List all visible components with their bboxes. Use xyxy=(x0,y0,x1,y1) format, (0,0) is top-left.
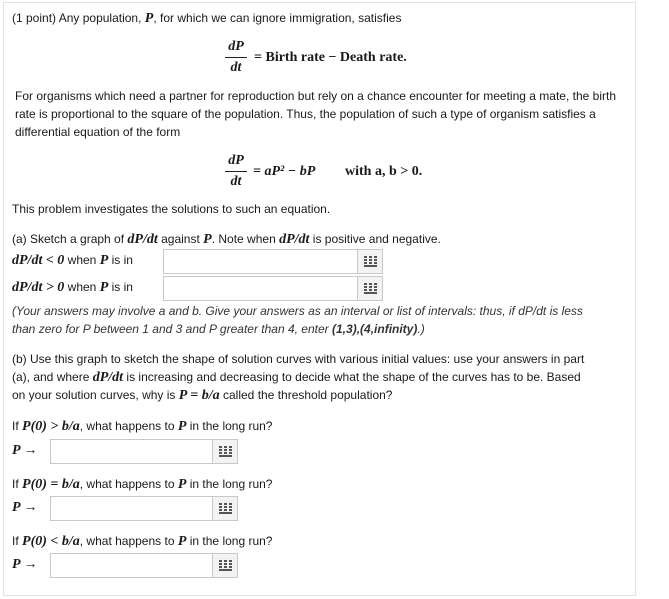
part-b-expr-threshold: P = b/a xyxy=(178,388,220,403)
part-b-line-3 xyxy=(12,388,392,404)
q1-expr: dP/dt < 0 xyxy=(12,253,65,268)
question-greater-label xyxy=(12,419,272,435)
q1-when: when xyxy=(67,253,97,267)
q-var: P xyxy=(177,534,187,549)
q-prefix: If xyxy=(12,477,19,491)
eq2-fraction xyxy=(225,153,247,190)
keypad-button-a-positive[interactable] xyxy=(357,276,383,301)
q2-expr: dP/dt > 0 xyxy=(12,280,65,295)
eq1-rhs: = Birth rate − Death rate. xyxy=(254,50,407,65)
keypad-icon xyxy=(219,560,232,571)
q1-is-in: is in xyxy=(111,253,133,267)
intro-end: , for which we can ignore immigration, satisfies xyxy=(153,11,402,25)
q-suffix: , what happens to xyxy=(79,419,175,433)
q2-when: when xyxy=(67,280,97,294)
eq1-denominator: dt xyxy=(230,60,242,75)
paragraph-model: For organisms which need a partner for reproduction but rely on a chance encounter for meeting a mate, the birth rate is proportional to the square of the population. Thus, the population of such a type of organism satisfies a differential equation of the form xyxy=(15,89,616,139)
eq2-denominator: dt xyxy=(230,174,242,189)
answer-a-positive-input[interactable] xyxy=(164,277,357,300)
part-a-expr-dpdt-2: dP/dt xyxy=(279,232,310,247)
question-less-label xyxy=(12,534,272,550)
part-b-line-2 xyxy=(12,370,581,386)
var-p: P xyxy=(144,11,154,26)
hint-close: .) xyxy=(417,322,425,336)
keypad-button-greater[interactable] xyxy=(212,439,238,464)
part-b-line3-end: called the threshold population? xyxy=(223,388,393,402)
answer-greater-input-box[interactable] xyxy=(50,439,213,464)
paragraph-investigate: This problem investigates the solutions to such an equation. xyxy=(12,202,331,216)
p-arrow-label: P → xyxy=(12,500,38,515)
eq2-rhs: = aP² − bP xyxy=(253,164,316,179)
keypad-button-less[interactable] xyxy=(212,553,238,578)
answer-a-negative-input[interactable] xyxy=(164,250,357,273)
question-equal-label xyxy=(12,477,272,493)
answer-equal-input-box[interactable] xyxy=(50,496,213,521)
answer-a-negative-input-box[interactable] xyxy=(163,249,358,274)
part-a-expr-p: P xyxy=(203,232,212,247)
q-var: P xyxy=(177,419,187,434)
hint-line-2 xyxy=(12,322,425,336)
part-a-q2-label xyxy=(12,280,133,296)
q-expr: P(0) > b/a xyxy=(22,419,80,434)
p-arrow-label: P → xyxy=(12,443,38,458)
q2-is-in: is in xyxy=(111,280,133,294)
q-end: in the long run? xyxy=(189,419,273,433)
q-suffix: , what happens to xyxy=(79,534,175,548)
q1-var: P xyxy=(99,253,109,268)
answer-less-input-box[interactable] xyxy=(50,553,213,578)
q-prefix: If xyxy=(12,534,19,548)
hint-line-1: (Your answers may involve a and b. Give your answers as an interval or list of intervals: thus, if dP/dt is less xyxy=(12,304,583,318)
problem-header xyxy=(12,11,401,27)
keypad-button-equal[interactable] xyxy=(212,496,238,521)
keypad-icon xyxy=(219,446,232,457)
eq2-numerator: dP xyxy=(225,153,247,172)
answer-a-positive-input-box[interactable] xyxy=(163,276,358,301)
q2-var: P xyxy=(99,280,109,295)
part-a-q1-label xyxy=(12,253,133,269)
part-a-prompt xyxy=(12,232,441,248)
p-arrow-label: P → xyxy=(12,557,38,572)
keypad-icon xyxy=(219,503,232,514)
q-prefix: If xyxy=(12,419,19,433)
part-a-end: is positive and negative. xyxy=(312,232,441,246)
part-b-line3-start: on your solution curves, why is xyxy=(12,388,176,402)
eq1-numerator: dP xyxy=(225,39,247,58)
keypad-icon xyxy=(364,283,377,294)
keypad-button-a-negative[interactable] xyxy=(357,249,383,274)
answer-less-input[interactable] xyxy=(51,554,212,577)
points-label: (1 point) xyxy=(12,11,57,25)
q-end: in the long run? xyxy=(189,534,273,548)
part-a-expr-dpdt: dP/dt xyxy=(127,232,158,247)
part-b-line-1: (b) Use this graph to sketch the shape of solution curves with various initial values: use your answers in part xyxy=(12,352,585,366)
q-expr: P(0) < b/a xyxy=(22,534,80,549)
part-a-label: (a) Sketch a graph of xyxy=(12,232,125,246)
keypad-icon xyxy=(364,256,377,267)
q-var: P xyxy=(177,477,187,492)
eq2-condition: with a, b > 0. xyxy=(345,164,423,179)
part-b-line2-end: is increasing and decreasing to decide what the shape of the curves has to be. Based xyxy=(126,370,581,384)
hint-example: (1,3),(4,infinity) xyxy=(332,322,418,336)
q-end: in the long run? xyxy=(189,477,273,491)
answer-equal-input[interactable] xyxy=(51,497,212,520)
part-a-against: against xyxy=(161,232,200,246)
eq1-fraction xyxy=(225,39,247,76)
q-expr: P(0) = b/a xyxy=(22,477,80,492)
intro-text: Any population, xyxy=(58,11,142,25)
part-b-expr-dpdt: dP/dt xyxy=(92,370,124,385)
answer-greater-input[interactable] xyxy=(51,440,212,463)
part-a-note: . Note when xyxy=(211,232,276,246)
q-suffix: , what happens to xyxy=(79,477,175,491)
hint-text: than zero for P between 1 and 3 and P greater than 4, enter xyxy=(12,322,329,336)
part-b-line2-start: (a), and where xyxy=(12,370,90,384)
problem-container xyxy=(3,2,636,596)
